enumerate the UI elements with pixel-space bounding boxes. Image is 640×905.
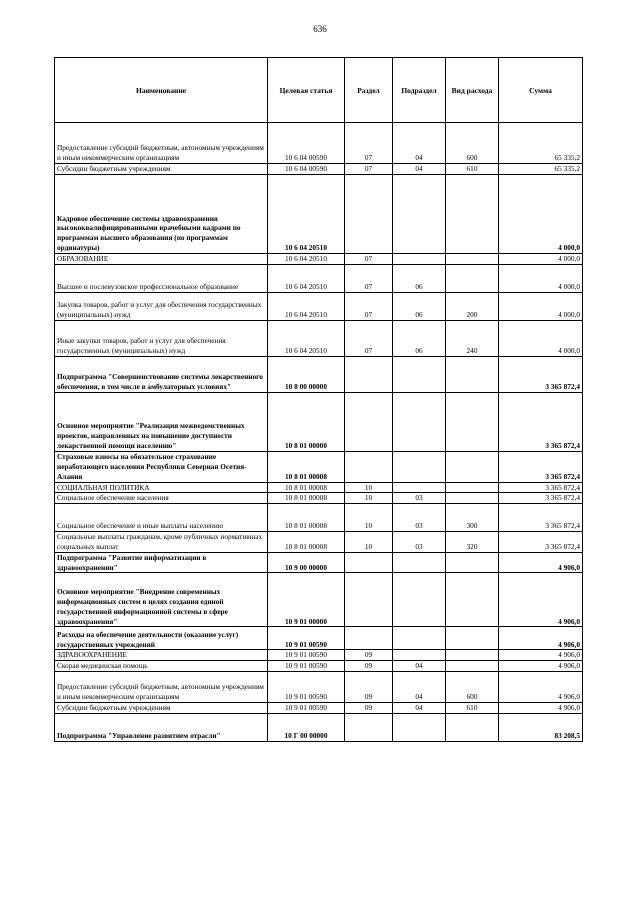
header-section: Раздел <box>345 58 393 123</box>
table-row <box>55 320 583 356</box>
cell-subsection <box>393 356 446 392</box>
budget-table <box>54 57 583 742</box>
cell-name: Субсидии бюджетным учреждениям <box>55 164 268 175</box>
cell-subsection <box>393 713 446 741</box>
cell-name: Страховые взносы на обязательное страхование неработающего населения Республики Северная Осетия-Алания <box>55 451 268 482</box>
cell-subsection <box>393 174 446 253</box>
cell-section <box>345 174 393 253</box>
cell-expense-type <box>446 713 499 741</box>
cell-target: 10 8 00 00000 <box>268 356 345 392</box>
cell-subsection <box>393 253 446 264</box>
cell-section <box>345 713 393 741</box>
cell-target: 10 9 01 00590 <box>268 661 345 672</box>
cell-section: 10 <box>345 482 393 493</box>
cell-sum: 4 000,0 <box>499 264 583 292</box>
cell-section: 10 <box>345 504 393 532</box>
cell-sum: 3 365 872,4 <box>499 532 583 553</box>
cell-expense-type <box>446 661 499 672</box>
cell-name: Предоставление субсидий бюджетным, автономным учреждениям и иным некоммерческим организациям <box>55 123 268 164</box>
cell-name: ЗДРАВООХРАНЕНИЕ <box>55 650 268 661</box>
cell-name: Расходы на обеспечение деятельности (оказание услуг) государственных учреждений <box>55 627 268 650</box>
cell-target: 10 6 04 00590 <box>268 123 345 164</box>
cell-section: 07 <box>345 264 393 292</box>
cell-expense-type: 320 <box>446 532 499 553</box>
cell-expense-type <box>446 253 499 264</box>
cell-name: Иные закупки товаров, работ и услуг для обеспечения государственных (муниципальных) нужд <box>55 320 268 356</box>
table-row <box>55 552 583 573</box>
cell-target: 10 6 04 20510 <box>268 264 345 292</box>
table-body <box>55 123 583 742</box>
cell-subsection: 04 <box>393 164 446 175</box>
cell-name: Основное мероприятие "Внедрение современных информационных систем в целях создания единой государственной информационной системы в сфере здравоохранения" <box>55 573 268 627</box>
cell-subsection: 04 <box>393 123 446 164</box>
header-subsection: Подраздел <box>393 58 446 123</box>
cell-target: 10 9 01 00000 <box>268 573 345 627</box>
table-row <box>55 292 583 320</box>
cell-sum: 83 208,5 <box>499 713 583 741</box>
table-row <box>55 661 583 672</box>
cell-section: 07 <box>345 123 393 164</box>
cell-expense-type <box>446 174 499 253</box>
cell-expense-type: 600 <box>446 123 499 164</box>
cell-sum: 4 000,0 <box>499 174 583 253</box>
cell-target: 10 9 01 00590 <box>268 627 345 650</box>
cell-sum: 3 365 872,4 <box>499 392 583 451</box>
table-row <box>55 504 583 532</box>
cell-section: 09 <box>345 702 393 713</box>
cell-target: 10 8 01 00008 <box>268 451 345 482</box>
cell-name: Подпрограмма "Управление развитием отрасли" <box>55 713 268 741</box>
cell-sum: 4 000,0 <box>499 320 583 356</box>
cell-sum: 4 906,0 <box>499 702 583 713</box>
cell-subsection <box>393 627 446 650</box>
cell-section: 09 <box>345 661 393 672</box>
cell-subsection: 06 <box>393 320 446 356</box>
cell-target: 10 8 01 00008 <box>268 493 345 504</box>
cell-name: Высшее и послевузовское профессиональное образование <box>55 264 268 292</box>
cell-expense-type: 610 <box>446 164 499 175</box>
table-row <box>55 174 583 253</box>
cell-target: 10 Г 00 00000 <box>268 713 345 741</box>
cell-subsection <box>393 392 446 451</box>
cell-sum: 4 000,0 <box>499 253 583 264</box>
cell-subsection <box>393 650 446 661</box>
cell-target: 10 6 04 20510 <box>268 174 345 253</box>
cell-target: 10 9 01 00590 <box>268 671 345 702</box>
cell-name: Социальное обеспечение населения <box>55 493 268 504</box>
table-row <box>55 493 583 504</box>
cell-section: 09 <box>345 650 393 661</box>
table-row <box>55 482 583 493</box>
table-row <box>55 356 583 392</box>
cell-expense-type <box>446 392 499 451</box>
table-row <box>55 627 583 650</box>
cell-subsection: 04 <box>393 702 446 713</box>
cell-target: 10 6 04 00590 <box>268 164 345 175</box>
cell-subsection <box>393 451 446 482</box>
cell-target: 10 8 01 00008 <box>268 504 345 532</box>
cell-expense-type <box>446 627 499 650</box>
table-row <box>55 123 583 164</box>
cell-section: 07 <box>345 164 393 175</box>
cell-subsection: 03 <box>393 504 446 532</box>
header-name: Наименование <box>55 58 268 123</box>
table-row <box>55 264 583 292</box>
cell-sum: 65 335,2 <box>499 164 583 175</box>
cell-sum: 4 906,0 <box>499 650 583 661</box>
cell-section <box>345 392 393 451</box>
cell-expense-type <box>446 552 499 573</box>
header-row <box>55 58 583 123</box>
cell-subsection: 03 <box>393 532 446 553</box>
cell-subsection: 06 <box>393 292 446 320</box>
cell-subsection: 03 <box>393 493 446 504</box>
cell-sum: 4 000,0 <box>499 292 583 320</box>
cell-section <box>345 552 393 573</box>
cell-section <box>345 451 393 482</box>
cell-sum: 3 365 872,4 <box>499 493 583 504</box>
cell-subsection <box>393 482 446 493</box>
cell-sum: 3 365 872,4 <box>499 504 583 532</box>
cell-target: 10 8 01 00008 <box>268 532 345 553</box>
cell-name: ОБРАЗОВАНИЕ <box>55 253 268 264</box>
cell-sum: 4 906,0 <box>499 573 583 627</box>
header-expense-type: Вид расхода <box>446 58 499 123</box>
cell-name: СОЦИАЛЬНАЯ ПОЛИТИКА <box>55 482 268 493</box>
cell-name: Подпрограмма "Развитие информатизации в здравоохранении" <box>55 552 268 573</box>
header-sum: Сумма <box>499 58 583 123</box>
page-number: 636 <box>313 24 327 34</box>
table-row <box>55 532 583 553</box>
table-row <box>55 164 583 175</box>
cell-name: Кадровое обеспечение системы здравоохранения высококвалифицированными врачебными кадрами по программам высшего образования (по программам ординатуры) <box>55 174 268 253</box>
cell-target: 10 8 01 00008 <box>268 482 345 493</box>
cell-sum: 3 365 872,4 <box>499 356 583 392</box>
cell-subsection <box>393 552 446 573</box>
cell-section <box>345 356 393 392</box>
cell-section: 07 <box>345 253 393 264</box>
cell-name: Закупка товаров, работ и услуг для обеспечения государственных (муниципальных) нужд <box>55 292 268 320</box>
cell-name: Основное мероприятие "Реализация межведомственных проектов, направленных на повышение доступности лекарственной помощи населению" <box>55 392 268 451</box>
table-row <box>55 713 583 741</box>
cell-target: 10 8 01 00000 <box>268 392 345 451</box>
cell-name: Социальное обеспечение и иные выплаты населению <box>55 504 268 532</box>
table-row <box>55 671 583 702</box>
cell-expense-type <box>446 482 499 493</box>
cell-sum: 4 906,0 <box>499 661 583 672</box>
cell-section <box>345 627 393 650</box>
cell-section: 07 <box>345 292 393 320</box>
table-row <box>55 451 583 482</box>
table-row <box>55 392 583 451</box>
cell-sum: 4 906,0 <box>499 627 583 650</box>
header-target: Целевая статья <box>268 58 345 123</box>
cell-target: 10 6 04 20510 <box>268 253 345 264</box>
table-row <box>55 253 583 264</box>
cell-subsection: 04 <box>393 661 446 672</box>
cell-name: Скорая медицинская помощь <box>55 661 268 672</box>
cell-sum: 65 335,2 <box>499 123 583 164</box>
cell-expense-type: 200 <box>446 292 499 320</box>
cell-section: 10 <box>345 532 393 553</box>
cell-expense-type <box>446 493 499 504</box>
cell-expense-type: 600 <box>446 671 499 702</box>
cell-sum: 4 906,0 <box>499 671 583 702</box>
cell-expense-type <box>446 650 499 661</box>
table-row <box>55 573 583 627</box>
cell-target: 10 9 01 00590 <box>268 702 345 713</box>
cell-expense-type <box>446 451 499 482</box>
cell-section: 07 <box>345 320 393 356</box>
cell-sum: 3 365 872,4 <box>499 451 583 482</box>
cell-subsection <box>393 573 446 627</box>
cell-expense-type <box>446 573 499 627</box>
cell-name: Социальные выплаты гражданам, кроме публичных нормативных социальных выплат <box>55 532 268 553</box>
cell-section: 10 <box>345 493 393 504</box>
cell-section <box>345 573 393 627</box>
cell-subsection: 04 <box>393 671 446 702</box>
cell-name: Предоставление субсидий бюджетным, автономным учреждениям и иным некоммерческим организациям <box>55 671 268 702</box>
cell-expense-type: 610 <box>446 702 499 713</box>
cell-expense-type: 240 <box>446 320 499 356</box>
cell-target: 10 9 00 00000 <box>268 552 345 573</box>
cell-expense-type: 300 <box>446 504 499 532</box>
table-row <box>55 650 583 661</box>
cell-sum: 3 365 872,4 <box>499 482 583 493</box>
cell-name: Субсидии бюджетным учреждениям <box>55 702 268 713</box>
cell-name: Подпрограмма "Совершенствование системы лекарственного обеспечения, в том числе в амбулаторных условиях" <box>55 356 268 392</box>
cell-expense-type <box>446 356 499 392</box>
cell-section: 09 <box>345 671 393 702</box>
cell-sum: 4 906,0 <box>499 552 583 573</box>
cell-subsection: 06 <box>393 264 446 292</box>
table-row <box>55 702 583 713</box>
cell-target: 10 6 04 20510 <box>268 292 345 320</box>
cell-expense-type <box>446 264 499 292</box>
cell-target: 10 9 01 00590 <box>268 650 345 661</box>
cell-target: 10 6 04 20510 <box>268 320 345 356</box>
